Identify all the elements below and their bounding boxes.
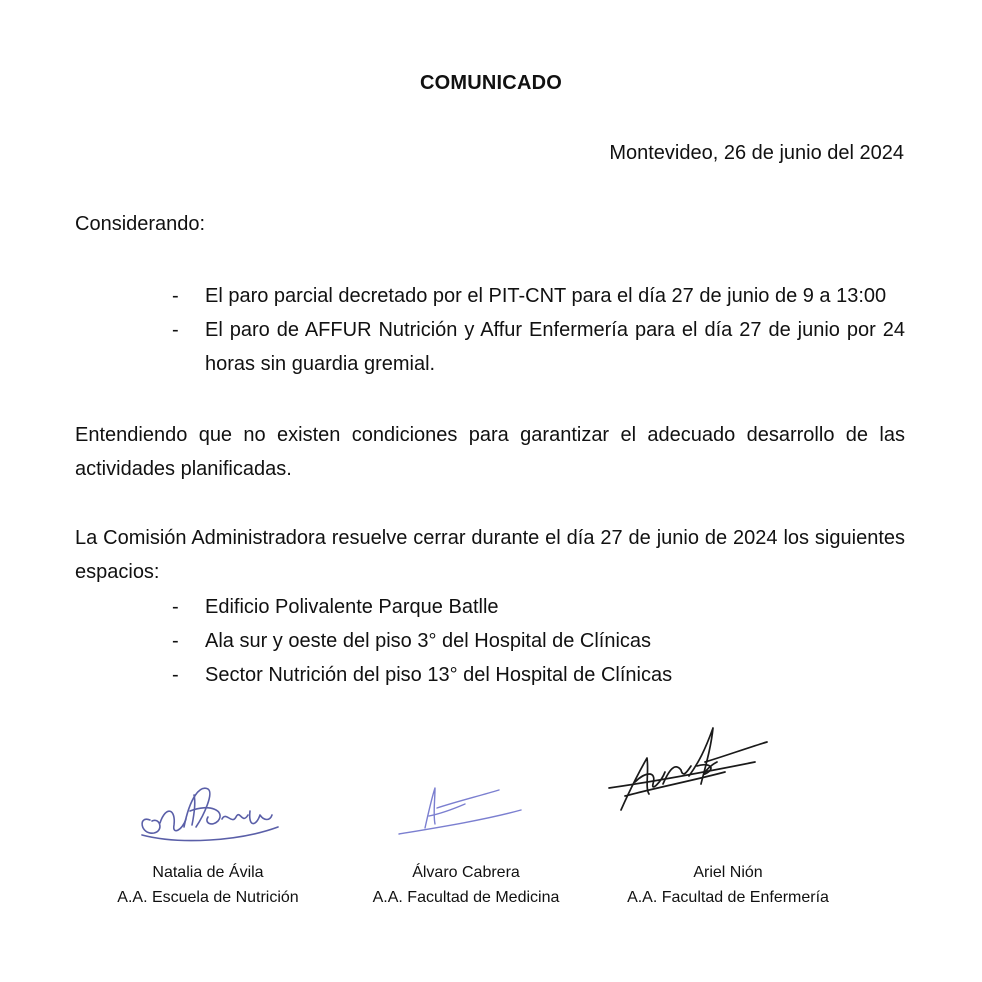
signatory-role: A.A. Facultad de Medicina (372, 889, 560, 906)
list-item-text: Sector Nutrición del piso 13° del Hospital de Clínicas (205, 664, 673, 686)
signature-ariel (605, 722, 775, 817)
bullet-dash: - (172, 664, 179, 686)
document-title: COMUNICADO (420, 72, 562, 94)
list-item (0, 658, 905, 692)
signatory-role: A.A. Facultad de Enfermería (627, 889, 829, 906)
list-item (0, 590, 905, 624)
signatory-natalia (78, 860, 338, 910)
signatory-alvaro (336, 860, 596, 910)
list-item-text: Edificio Polivalente Parque Batlle (205, 596, 499, 618)
list-item (0, 313, 905, 381)
espacios-list (0, 590, 982, 692)
date-line: Montevideo, 26 de junio del 2024 (609, 142, 904, 164)
signatory-role: A.A. Escuela de Nutrición (117, 889, 299, 906)
signature-natalia (130, 775, 290, 850)
signatory-name: Álvaro Cabrera (412, 864, 520, 881)
entendiendo-paragraph: Entendiendo que no existen condiciones para garantizar el adecuado desarrollo de las actividades planificadas. (75, 424, 905, 480)
list-item-text: El paro parcial decretado por el PIT-CNT para el día 27 de junio de 9 a 13:00 (205, 285, 887, 307)
list-item (0, 624, 905, 658)
signatory-name: Natalia de Ávila (152, 864, 264, 881)
bullet-dash: - (172, 319, 179, 341)
signatory-name: Ariel Nión (693, 864, 763, 881)
considerando-list (0, 279, 982, 381)
signatory-ariel (598, 860, 858, 910)
list-item-text: Ala sur y oeste del piso 3° del Hospital de Clínicas (205, 630, 652, 652)
signature-alvaro (395, 780, 525, 840)
bullet-dash: - (172, 596, 179, 618)
considerando-label: Considerando: (75, 213, 206, 235)
list-item (0, 279, 905, 313)
list-item-text: El paro de AFFUR Nutrición y Affur Enfermería para el día 27 de junio por 24 horas sin guardia gremial. (205, 319, 905, 375)
bullet-dash: - (172, 630, 179, 652)
resolucion-paragraph: La Comisión Administradora resuelve cerrar durante el día 27 de junio de 2024 los siguientes espacios: (75, 527, 905, 583)
bullet-dash: - (172, 285, 179, 307)
